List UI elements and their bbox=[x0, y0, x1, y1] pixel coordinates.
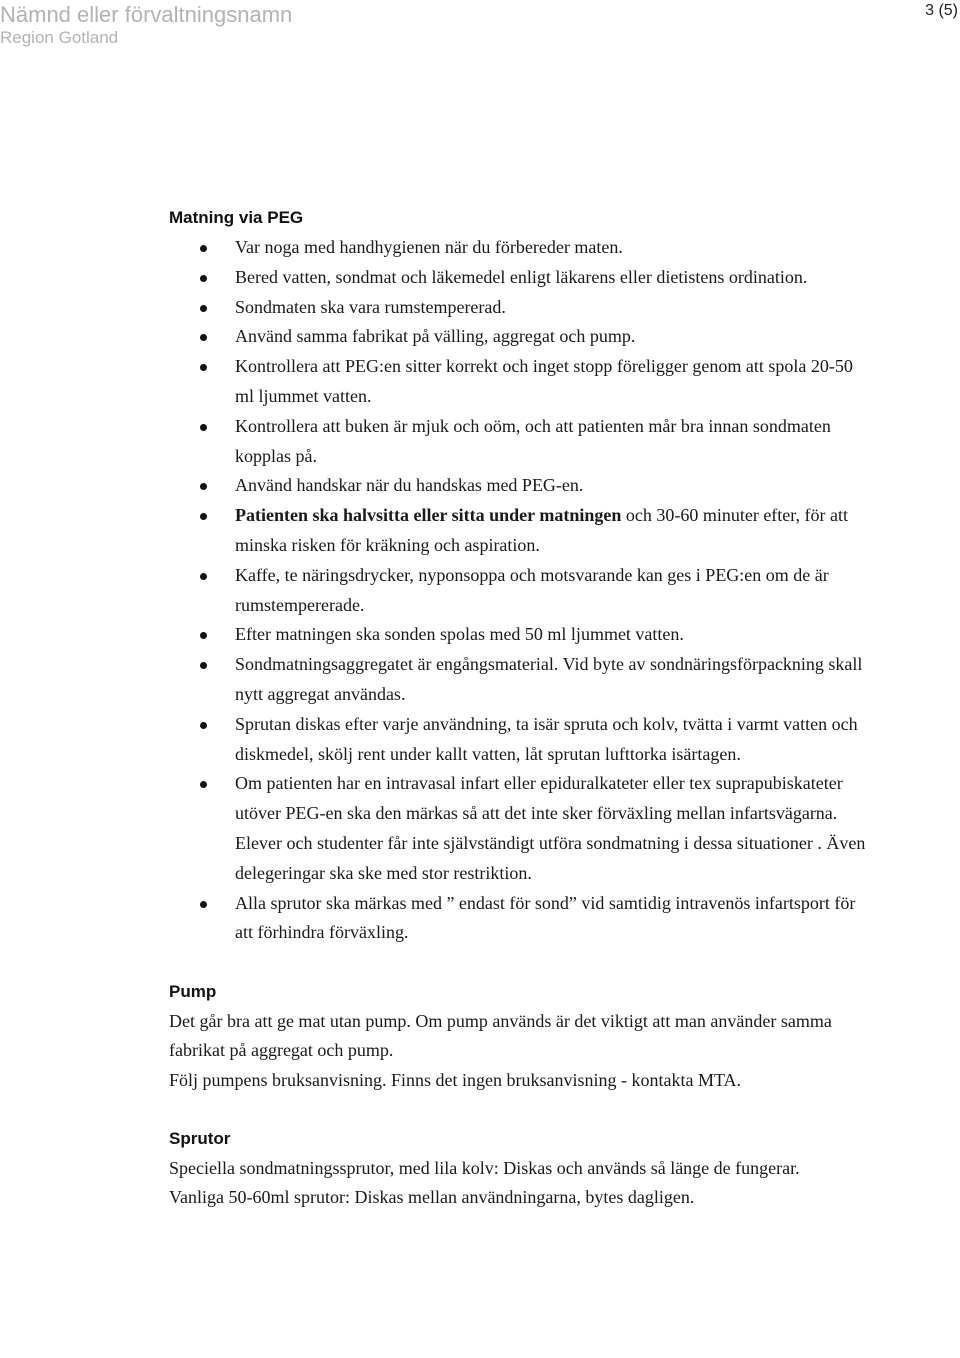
bullet-list bbox=[169, 233, 869, 948]
list-item: Använd samma fabrikat på välling, aggregat och pump. bbox=[169, 322, 869, 352]
paragraph: Det går bra att ge mat utan pump. Om pump används är det viktigt att man använder samma fabrikat på aggregat och pump. bbox=[169, 1011, 832, 1061]
bullet-icon bbox=[200, 424, 207, 431]
bullet-icon bbox=[200, 722, 207, 729]
document-body bbox=[169, 203, 869, 1213]
bullet-icon bbox=[200, 632, 207, 639]
bullet-icon bbox=[200, 781, 207, 788]
bullet-icon bbox=[200, 662, 207, 669]
emphasis-text: Patienten ska halvsitta eller sitta under matningen bbox=[235, 505, 622, 526]
section-heading-pump: Pump bbox=[169, 982, 217, 1002]
list-item: Sprutan diskas efter varje användning, ta isär spruta och kolv, tvätta i varmt vatten och diskmedel, skölj rent under kallt vatten, låt sprutan lufttorka isärtagen. bbox=[169, 710, 869, 770]
list-item: Var noga med handhygienen när du förbereder maten. bbox=[169, 233, 869, 263]
list-item: Patienten ska halvsitta eller sitta under matningen och 30-60 minuter efter, för att minska risken för kräkning och aspiration. bbox=[169, 501, 869, 561]
bullet-icon bbox=[200, 901, 207, 908]
bullet-icon bbox=[200, 573, 207, 580]
organization-name: Nämnd eller förvaltningsnamn bbox=[0, 2, 293, 27]
list-item: Sondmatningsaggregatet är engångsmaterial. Vid byte av sondnäringsförpackning skall nytt aggregat användas. bbox=[169, 650, 869, 710]
region-name: Region Gotland bbox=[0, 28, 119, 47]
paragraph: Följ pumpens bruksanvisning. Finns det ingen bruksanvisning - kontakta MTA. bbox=[169, 1069, 742, 1090]
bullet-icon bbox=[200, 513, 207, 520]
bullet-icon bbox=[200, 364, 207, 371]
bullet-icon bbox=[200, 245, 207, 252]
list-item: Alla sprutor ska märkas med ” endast för sond” vid samtidig intravenös infartsport för att förhindra förväxling. bbox=[169, 889, 869, 949]
list-item: Kontrollera att buken är mjuk och oöm, och att patienten mår bra innan sondmaten kopplas på. bbox=[169, 412, 869, 472]
bullet-icon bbox=[200, 275, 207, 282]
paragraph: Speciella sondmatningssprutor, med lila kolv: Diskas och används så länge de fungerar. bbox=[169, 1158, 800, 1179]
list-item: Använd handskar när du handskas med PEG-en. bbox=[169, 471, 869, 501]
bullet-icon bbox=[200, 483, 207, 490]
list-item-note: Elever och studenter får inte självständigt utföra sondmatning i dessa situationer . Även delegeringar ska ske med stor restriktion. bbox=[235, 832, 866, 883]
section-heading-matning: Matning via PEG bbox=[169, 208, 304, 227]
list-item: Kontrollera att PEG:en sitter korrekt och inget stopp föreligger genom att spola 20-50 ml ljummet vatten. bbox=[169, 352, 869, 412]
list-item: Efter matningen ska sonden spolas med 50 ml ljummet vatten. bbox=[169, 620, 869, 650]
list-item: Kaffe, te näringsdrycker, nyponsoppa och motsvarande kan ges i PEG:en om de är rumstempererade. bbox=[169, 561, 869, 621]
list-item: Sondmaten ska vara rumstempererad. bbox=[169, 293, 869, 323]
list-item: Bered vatten, sondmat och läkemedel enligt läkarens eller dietistens ordination. bbox=[169, 263, 869, 293]
section-heading-sprutor: Sprutor bbox=[169, 1129, 231, 1149]
bullet-icon bbox=[200, 305, 207, 312]
paragraph: Vanliga 50-60ml sprutor: Diskas mellan användningarna, bytes dagligen. bbox=[169, 1187, 695, 1208]
list-item: Om patienten har en intravasal infart eller epiduralkateter eller tex suprapubiskateter utöver PEG-en ska den märkas så att det inte sker förväxling mellan infartsvägarna. Elever och studenter får inte självständigt utföra sondmatning i dessa situationer . Även delegeringar ska ske med stor restriktion. bbox=[169, 769, 869, 888]
page-number: 3 (5) bbox=[925, 2, 958, 19]
bullet-icon bbox=[200, 334, 207, 341]
